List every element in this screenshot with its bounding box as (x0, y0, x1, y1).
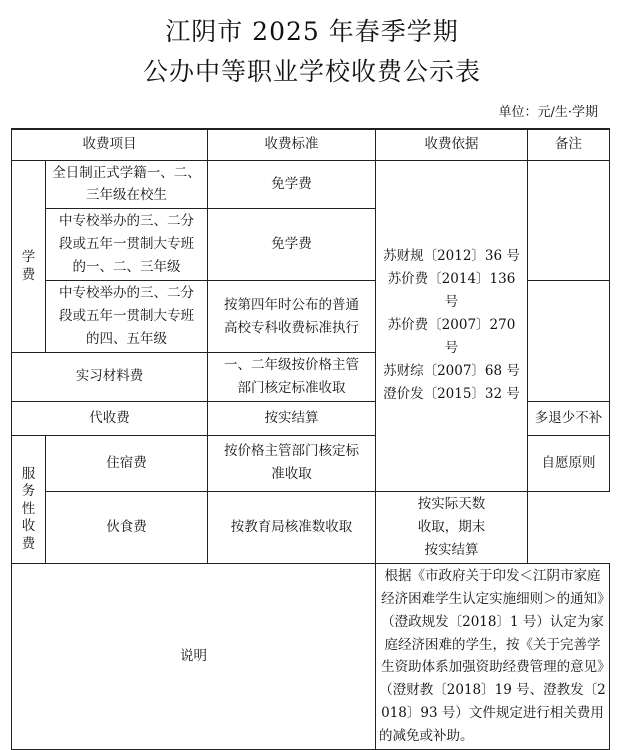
tuition-item-1: 全日制正式学籍一、二、 三年级在校生 (46, 160, 208, 209)
tuition-standard-1: 免学费 (208, 160, 376, 209)
header-standard: 收费标准 (208, 129, 376, 160)
tuition-remark-1 (528, 160, 610, 281)
note-row (12, 563, 610, 750)
table-row (12, 160, 610, 209)
materials-standard: 一、二年级按价格主管 部门核定标准收取 (208, 353, 376, 402)
note-text: 根据《市政府关于印发＜江阴市家庭经济困难学生认定实施细则＞的通知》（澄政规发〔2018〕1 号）认定为家庭经济困难的学生，按《关于完善学生资助体系加强资助经费管理的意见》（澄财教〔2018〕19 号、澄教发〔2018〕93 号）文件规定进行相关费用的减免或补助。 (376, 563, 610, 750)
tuition-remark-2 (528, 281, 610, 402)
tuition-group-text: 学 费 (21, 248, 36, 283)
tuition-item-3: 中专校举办的三、二分 段或五年一贯制大专班 的四、五年级 (46, 281, 208, 353)
tuition-item-2: 中专校举办的三、二分 段或五年一贯制大专班 的一、二、三年级 (46, 209, 208, 281)
service-remark-1: 自愿原则 (528, 435, 610, 491)
tuition-group-label (12, 160, 46, 353)
title-line-2: 公办中等职业学校收费公示表 (142, 57, 481, 86)
service-item-1: 住宿费 (46, 435, 208, 491)
service-item-2: 伙食费 (46, 491, 208, 563)
service-group-text: 服 务 性 收 费 (21, 465, 36, 552)
basis-cell: 苏财规〔2012〕36 号 苏价费〔2014〕136 号 苏价费〔2007〕270 号 苏财综〔2007〕68 号 澄价发〔2015〕32 号 (376, 160, 528, 491)
agency-standard: 按实结算 (208, 401, 376, 435)
table-row (12, 491, 610, 563)
service-remark-2: 按实际天数 收取，期末 按实结算 (376, 491, 528, 563)
service-group-label (12, 435, 46, 563)
header-remark: 备注 (528, 129, 610, 160)
agency-remark: 多退少不补 (528, 401, 610, 435)
header-item: 收费项目 (12, 129, 208, 160)
service-standard-2: 按教育局核准数收取 (208, 491, 376, 563)
tuition-standard-3: 按第四年时公布的普通 高校专科收费标准执行 (208, 281, 376, 353)
header-row (12, 129, 610, 160)
note-label: 说明 (12, 563, 376, 750)
materials-item: 实习材料费 (12, 353, 208, 402)
service-standard-1: 按价格主管部门核定标 准收取 (208, 435, 376, 491)
title-line-1: 江阴市 2025 年春季学期 (165, 17, 459, 46)
unit-label: 单位：元/生·学期 (498, 105, 598, 120)
header-basis: 收费依据 (376, 129, 528, 160)
tuition-standard-2: 免学费 (208, 209, 376, 281)
agency-item: 代收费 (12, 401, 208, 435)
